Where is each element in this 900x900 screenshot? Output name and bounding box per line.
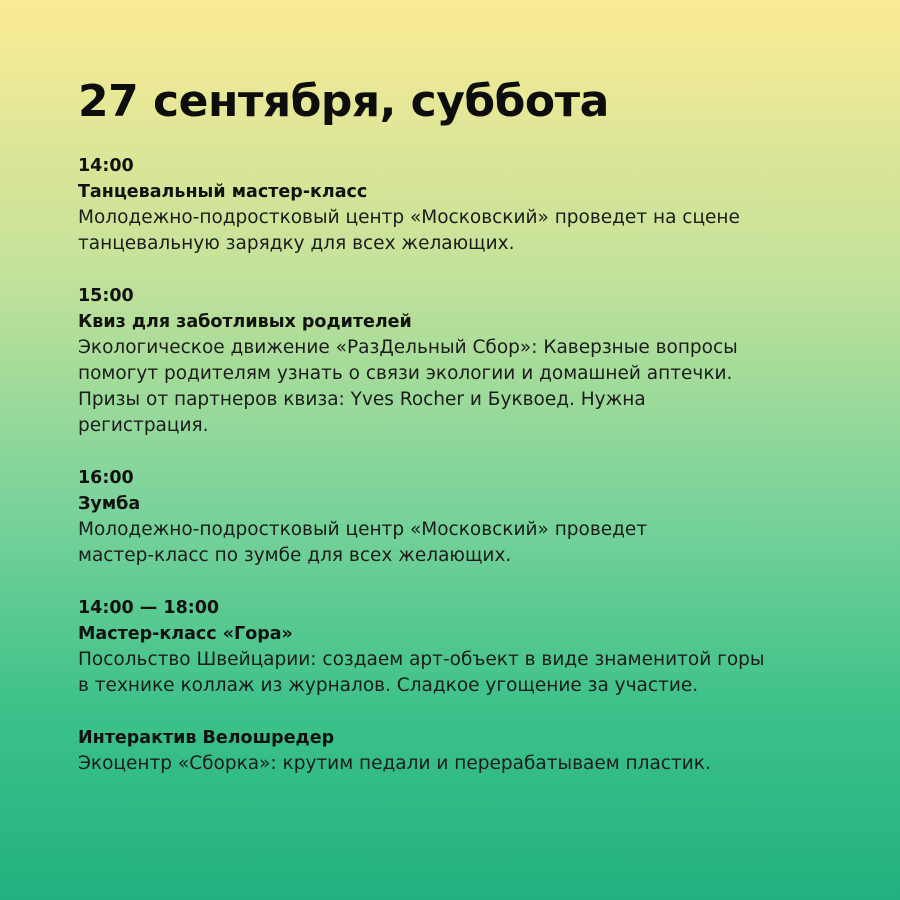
event-time: 15:00	[78, 286, 134, 306]
event-description-line: мастер-класс по зумбе для всех желающих.	[78, 545, 512, 566]
event-name: Интерактив Велошредер	[78, 728, 335, 748]
event-description	[78, 647, 820, 699]
event-item	[78, 595, 820, 699]
event-description-line: Призы от партнеров квиза: Yves Rocher и Буквоед. Нужна	[78, 389, 646, 410]
event-description-line: Экоцентр «Сборка»: крутим педали и перерабатываем пластик.	[78, 753, 711, 774]
event-description-line: регистрация.	[78, 415, 209, 436]
event-item	[78, 465, 820, 569]
event-time: 16:00	[78, 468, 134, 488]
event-item	[78, 153, 820, 257]
event-list	[78, 153, 820, 777]
event-description-line: в технике коллаж из журналов. Сладкое угощение за участие.	[78, 675, 699, 696]
event-item	[78, 725, 820, 777]
event-description-line: Экологическое движение «РазДельный Сбор»: Каверзные вопросы	[78, 337, 738, 358]
event-description-line: Посольство Швейцарии: создаем арт-объект в виде знаменитой горы	[78, 649, 765, 670]
event-description-line: Молодежно-подростковый центр «Московский» проведет	[78, 519, 648, 540]
event-description-line: помогут родителям узнать о связи экологии и домашней аптечки.	[78, 363, 733, 384]
event-name: Квиз для заботливых родителей	[78, 312, 412, 332]
event-name: Мастер-класс «Гора»	[78, 624, 293, 644]
event-description	[78, 205, 820, 257]
event-description-line: танцевальную зарядку для всех желающих.	[78, 233, 515, 254]
event-item	[78, 283, 820, 439]
event-name: Танцевальный мастер-класс	[78, 182, 368, 202]
event-description	[78, 335, 820, 439]
event-description-line: Молодежно-подростковый центр «Московский» проведет на сцене	[78, 207, 740, 228]
event-description	[78, 517, 820, 569]
event-time: 14:00 — 18:00	[78, 598, 220, 618]
page-title: 27 сентября, суббота	[78, 76, 609, 127]
event-description	[78, 751, 820, 777]
event-name: Зумба	[78, 494, 141, 514]
event-time: 14:00	[78, 156, 134, 176]
